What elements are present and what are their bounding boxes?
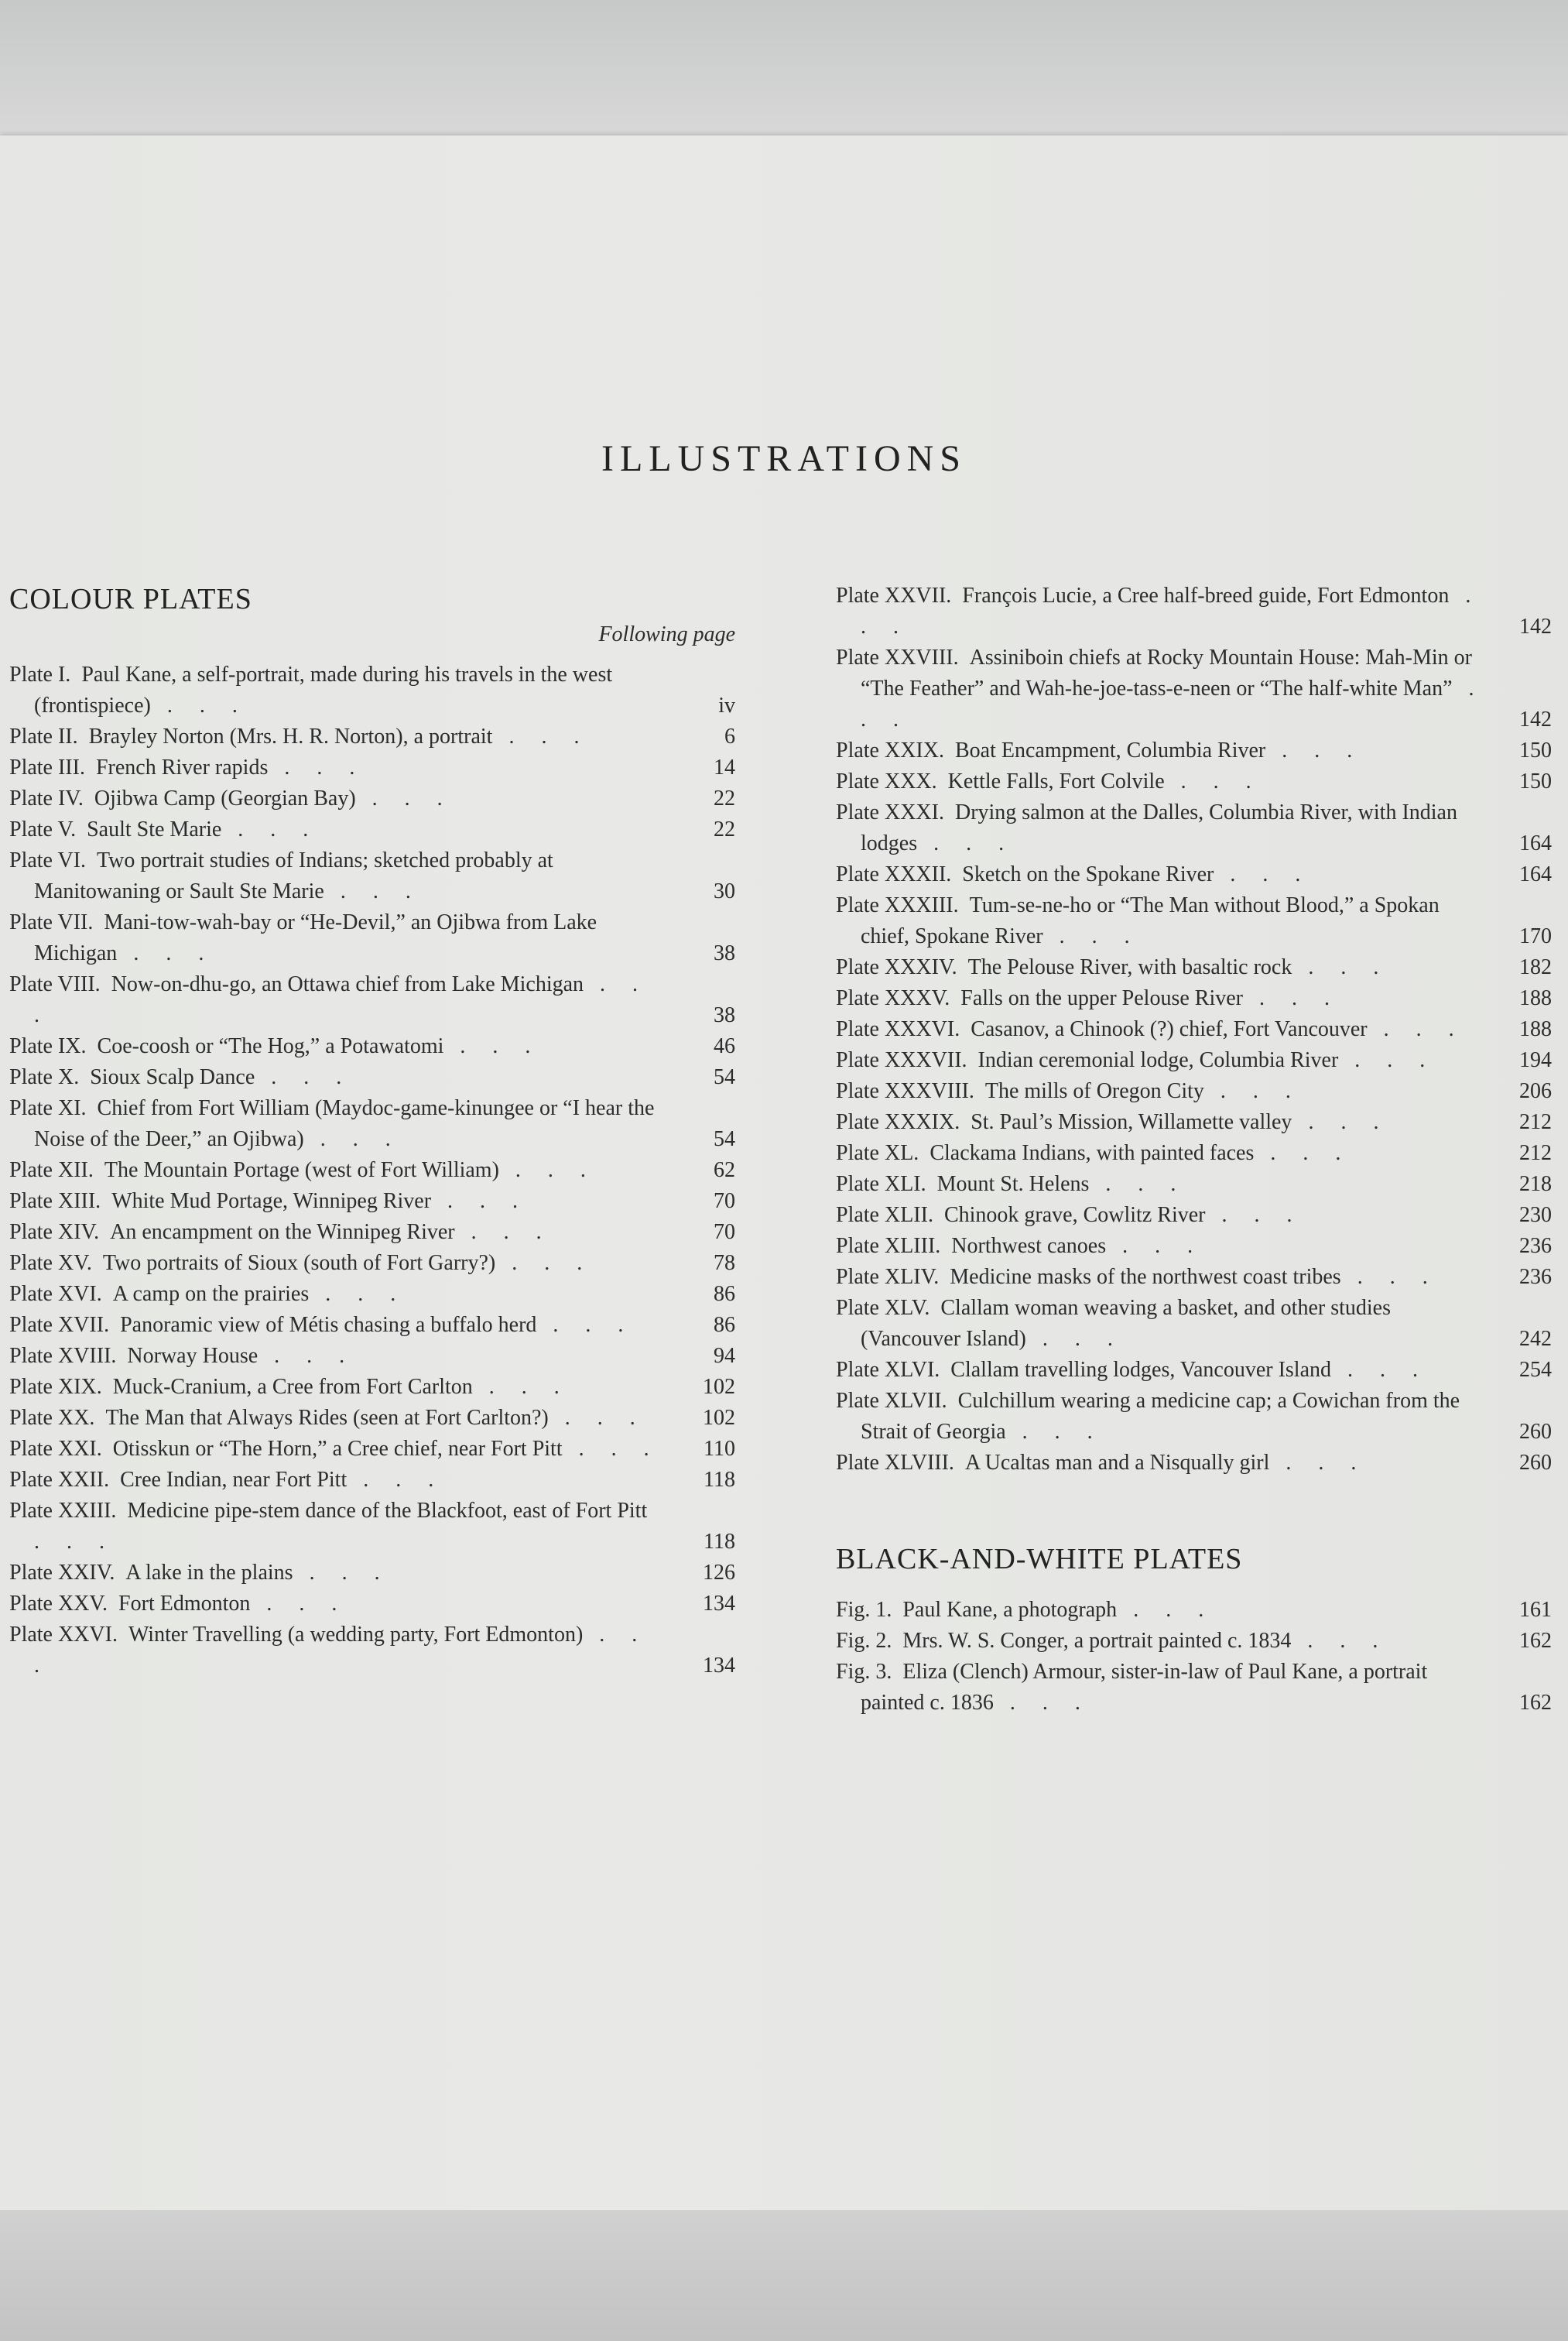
entry-label: Plate XLVI. xyxy=(836,1358,940,1382)
entry-label: Plate XL. xyxy=(836,1141,919,1165)
entry-label: Plate XXV. xyxy=(9,1592,108,1616)
entry-title: A lake in the plains xyxy=(125,1561,293,1585)
leader-dots: . . . xyxy=(993,1691,1091,1715)
entry-label: Plate XI. xyxy=(9,1096,87,1120)
entry-title: Clallam travelling lodges, Vancouver Island xyxy=(950,1358,1331,1382)
toc-entry xyxy=(836,735,1552,766)
entry-title: The Pelouse River, with basaltic rock xyxy=(967,955,1292,979)
entry-page-number: 54 xyxy=(714,1065,735,1089)
colour-plates-list-left xyxy=(9,660,735,1681)
toc-entry xyxy=(836,766,1552,797)
entry-page-number: 218 xyxy=(1519,1172,1552,1196)
entry-title: Medicine masks of the northwest coast tribes xyxy=(950,1265,1341,1289)
entry-page-number: 38 xyxy=(714,1003,735,1027)
leader-dots: . . . xyxy=(255,1065,353,1089)
leader-dots: . . . xyxy=(443,1034,542,1058)
entry-label: Plate XXXIV. xyxy=(836,955,957,979)
entry-label: Fig. 2. xyxy=(836,1629,892,1653)
toc-entry xyxy=(836,1355,1552,1386)
entry-page-number: 161 xyxy=(1519,1598,1552,1622)
entry-label: Plate XXIX. xyxy=(836,739,944,763)
entry-page-number: 78 xyxy=(714,1251,735,1275)
leader-dots: . . . xyxy=(1338,1048,1436,1072)
entry-label: Plate XXXVI. xyxy=(836,1017,960,1041)
entry-title: Norway House xyxy=(127,1344,258,1368)
entry-page-number: 30 xyxy=(714,879,735,903)
toc-entry xyxy=(9,1093,735,1155)
leader-dots: . . . xyxy=(562,1437,660,1461)
entry-title: Winter Travelling (a wedding party, Fort Edmonton) xyxy=(128,1623,584,1647)
entry-label: Plate XIV. xyxy=(9,1220,100,1244)
entry-title: Chinook grave, Cowlitz River xyxy=(943,1203,1206,1227)
entry-page-number: 188 xyxy=(1519,986,1552,1010)
entry-page-number: 164 xyxy=(1519,831,1552,855)
entry-label: Plate XLI. xyxy=(836,1172,926,1196)
leader-dots: . . . xyxy=(495,1251,594,1275)
bw-plates-title: BLACK-AND-WHITE PLATES xyxy=(836,1543,1243,1575)
leader-dots: . . . xyxy=(34,1623,649,1678)
entry-page-number: 170 xyxy=(1519,924,1552,948)
entry-title: Panoramic view of Métis chasing a buffalo herd xyxy=(120,1313,537,1337)
entry-page-number: iv xyxy=(718,694,735,718)
leader-dots: . . . xyxy=(1331,1358,1429,1382)
leader-dots: . . . xyxy=(1269,1451,1368,1475)
entry-title: Falls on the upper Pelouse River xyxy=(960,986,1243,1010)
entry-page-number: 254 xyxy=(1519,1358,1552,1382)
entry-title: Coe-coosh or “The Hog,” a Potawatomi xyxy=(97,1034,444,1058)
entry-label: Plate XVI. xyxy=(9,1282,102,1306)
entry-label: Plate XIII. xyxy=(9,1189,101,1213)
toc-entry xyxy=(9,845,735,907)
entry-label: Plate II. xyxy=(9,725,78,749)
entry-title: Two portraits of Sioux (south of Fort Garry?) xyxy=(102,1251,496,1275)
entry-page-number: 94 xyxy=(714,1344,735,1368)
leader-dots: . . . xyxy=(1292,1110,1390,1134)
toc-entry xyxy=(9,1589,735,1620)
entry-page-number: 162 xyxy=(1519,1629,1552,1653)
entry-label: Plate XXX. xyxy=(836,769,937,793)
entry-label: Plate XLV. xyxy=(836,1296,930,1320)
toc-entry xyxy=(9,1341,735,1372)
entry-label: Plate XXVI. xyxy=(9,1623,118,1647)
toc-entry xyxy=(836,983,1552,1014)
entry-title: Sketch on the Spokane River xyxy=(962,862,1214,886)
leader-dots: . . . xyxy=(258,1344,356,1368)
entry-label: Plate XIX. xyxy=(9,1375,102,1399)
toc-entry xyxy=(836,890,1552,952)
leader-dots: . . . xyxy=(303,1127,402,1151)
entry-label: Plate VI. xyxy=(9,848,87,872)
entry-page-number: 142 xyxy=(1519,708,1552,732)
entry-label: Plate X. xyxy=(9,1065,80,1089)
entry-page-number: 22 xyxy=(714,817,735,841)
entry-page-number: 194 xyxy=(1519,1048,1552,1072)
entry-page-number: 70 xyxy=(714,1189,735,1213)
entry-title: Otisskun or “The Horn,” a Cree chief, near Fort Pitt xyxy=(112,1437,563,1461)
entry-label: Plate III. xyxy=(9,756,85,780)
entry-page-number: 62 xyxy=(714,1158,735,1182)
leader-dots: . . . xyxy=(431,1189,529,1213)
entry-label: Plate XXXV. xyxy=(836,986,950,1010)
toc-entry xyxy=(836,1169,1552,1200)
entry-page-number: 102 xyxy=(703,1375,735,1399)
toc-entry xyxy=(836,1231,1552,1262)
entry-page-number: 188 xyxy=(1519,1017,1552,1041)
entry-page-number: 118 xyxy=(704,1468,735,1492)
toc-entry xyxy=(9,1248,735,1279)
entry-page-number: 118 xyxy=(704,1530,735,1554)
entry-page-number: 150 xyxy=(1519,739,1552,763)
entry-title: Eliza (Clench) Armour, sister-in-law of Paul Kane, a portrait painted c. 1836 xyxy=(861,1660,1428,1715)
entry-label: Plate XLVIII. xyxy=(836,1451,954,1475)
entry-title: White Mud Portage, Winnipeg River xyxy=(111,1189,432,1213)
leader-dots: . . . xyxy=(1243,986,1340,1010)
toc-entry xyxy=(9,1217,735,1248)
toc-entry xyxy=(836,1138,1552,1169)
entry-page-number: 230 xyxy=(1519,1203,1552,1227)
leader-dots: . . . xyxy=(1106,1234,1204,1258)
entry-title: A camp on the prairies xyxy=(112,1282,310,1306)
entry-label: Plate XXXII. xyxy=(836,862,952,886)
entry-title: Brayley Norton (Mrs. H. R. Norton), a portrait xyxy=(88,725,493,749)
toc-entry xyxy=(9,1062,735,1093)
entry-page-number: 142 xyxy=(1519,615,1552,639)
toc-entry xyxy=(836,1262,1552,1293)
entry-page-number: 70 xyxy=(714,1220,735,1244)
entry-label: Plate XLII. xyxy=(836,1203,933,1227)
entry-title: Kettle Falls, Fort Colvile xyxy=(947,769,1165,793)
toc-entry xyxy=(9,1310,735,1341)
leader-dots: . . . xyxy=(1117,1598,1215,1622)
leader-dots: . . . xyxy=(1025,1327,1124,1351)
entry-title: French River rapids xyxy=(95,756,269,780)
toc-entry xyxy=(9,752,735,783)
toc-entry xyxy=(9,1434,735,1465)
entry-label: Plate XLVII. xyxy=(836,1389,947,1413)
entry-label: Plate XXXI. xyxy=(836,800,944,824)
toc-entry xyxy=(836,1045,1552,1076)
leader-dots: . . . xyxy=(1291,1629,1389,1653)
entry-title: An encampment on the Winnipeg River xyxy=(110,1220,455,1244)
toc-entry xyxy=(836,643,1552,735)
entry-title: The mills of Oregon City xyxy=(984,1079,1204,1103)
entry-page-number: 150 xyxy=(1519,769,1552,793)
leader-dots: . . . xyxy=(34,1530,115,1554)
toc-entry xyxy=(836,1595,1552,1626)
entry-page-number: 46 xyxy=(714,1034,735,1058)
entry-label: Fig. 1. xyxy=(836,1598,892,1622)
toc-entry xyxy=(9,1372,735,1403)
entry-page-number: 14 xyxy=(714,756,735,780)
entry-label: Plate XXI. xyxy=(9,1437,102,1461)
entry-title: Two portrait studies of Indians; sketched probably at Manitowaning or Sault Ste Marie xyxy=(34,848,553,903)
entry-label: Plate XVIII. xyxy=(9,1344,117,1368)
entry-title: Paul Kane, a photograph xyxy=(902,1598,1118,1622)
entry-label: Plate IV. xyxy=(9,787,84,811)
entry-title: Now-on-dhu-go, an Ottawa chief from Lake Michigan xyxy=(111,972,584,996)
entry-page-number: 236 xyxy=(1519,1265,1552,1289)
entry-page-number: 212 xyxy=(1519,1141,1552,1165)
bw-plates-list xyxy=(836,1595,1552,1719)
leader-dots: . . . xyxy=(917,831,1015,855)
leader-dots: . . . xyxy=(268,756,366,780)
entry-page-number: 38 xyxy=(714,941,735,965)
leader-dots: . . . xyxy=(1292,955,1390,979)
entry-title: François Lucie, a Cree half-breed guide, Fort Edmonton xyxy=(962,584,1450,608)
entry-page-number: 22 xyxy=(714,787,735,811)
toc-entry xyxy=(9,1558,735,1589)
leader-dots: . . . xyxy=(536,1313,635,1337)
leader-dots: . . . xyxy=(861,584,1482,639)
entry-page-number: 86 xyxy=(714,1313,735,1337)
toc-entry xyxy=(836,1657,1552,1719)
toc-entry xyxy=(9,660,735,721)
entry-page-number: 236 xyxy=(1519,1234,1552,1258)
entry-label: Plate XXIV. xyxy=(9,1561,115,1585)
entry-title: Northwest canoes xyxy=(951,1234,1107,1258)
leader-dots: . . . xyxy=(1265,739,1364,763)
entry-page-number: 242 xyxy=(1519,1327,1552,1351)
entry-title: The Man that Always Rides (seen at Fort Carlton?) xyxy=(105,1406,549,1430)
toc-entry xyxy=(836,1626,1552,1657)
entry-title: Culchillum wearing a medicine cap; a Cowichan from the Strait of Georgia xyxy=(861,1389,1460,1444)
entry-title: Paul Kane, a self-portrait, made during his travels in the west (frontispiece) xyxy=(34,663,613,718)
entry-page-number: 134 xyxy=(703,1592,735,1616)
entry-title: Medicine pipe-stem dance of the Blackfoot, east of Fort Pitt xyxy=(127,1499,648,1523)
toc-entry xyxy=(836,859,1552,890)
entry-page-number: 102 xyxy=(703,1406,735,1430)
entry-label: Plate XII. xyxy=(9,1158,94,1182)
entry-label: Plate XXIII. xyxy=(9,1499,117,1523)
entry-title: A Ucaltas man and a Nisqually girl xyxy=(964,1451,1270,1475)
leader-dots: . . . xyxy=(1042,924,1141,948)
toc-entry xyxy=(836,1200,1552,1231)
toc-entry xyxy=(836,1107,1552,1138)
entry-label: Plate XX. xyxy=(9,1406,95,1430)
entry-page-number: 86 xyxy=(714,1282,735,1306)
leader-dots: . . . xyxy=(548,1406,646,1430)
toc-entry xyxy=(836,581,1552,643)
toc-entry xyxy=(836,797,1552,859)
leader-dots: . . . xyxy=(309,1282,407,1306)
toc-entry xyxy=(836,1293,1552,1355)
leader-dots: . . . xyxy=(117,941,215,965)
entry-title: The Mountain Portage (west of Fort William) xyxy=(104,1158,499,1182)
entry-page-number: 162 xyxy=(1519,1691,1552,1715)
background-top xyxy=(0,0,1568,135)
leader-dots: . . . xyxy=(498,1158,597,1182)
entry-label: Fig. 3. xyxy=(836,1660,892,1684)
page-heading: ILLUSTRATIONS xyxy=(601,438,967,479)
toc-entry xyxy=(9,1031,735,1062)
toc-entry xyxy=(9,1496,735,1558)
toc-entry xyxy=(836,1448,1552,1479)
leader-dots: . . . xyxy=(1089,1172,1187,1196)
leader-dots: . . . xyxy=(1340,1265,1439,1289)
toc-entry xyxy=(9,1186,735,1217)
colour-plates-title: COLOUR PLATES xyxy=(9,583,252,615)
entry-label: Plate XXVII. xyxy=(836,584,952,608)
leader-dots: . . . xyxy=(1214,862,1312,886)
entry-title: Cree Indian, near Fort Pitt xyxy=(120,1468,347,1492)
toc-entry xyxy=(9,907,735,969)
entry-label: Plate V. xyxy=(9,817,77,841)
entry-page-number: 6 xyxy=(724,725,735,749)
entry-label: Plate XXII. xyxy=(9,1468,110,1492)
entry-title: Mount St. Helens xyxy=(936,1172,1090,1196)
entry-title: Assiniboin chiefs at Rocky Mountain House: Mah-Min or “The Feather” and Wah-he-joe-tass-e-neen or “The half-white Man” xyxy=(861,646,1472,701)
background-bottom xyxy=(0,2210,1568,2341)
entry-page-number: 164 xyxy=(1519,862,1552,886)
entry-title: St. Paul’s Mission, Willamette valley xyxy=(971,1110,1292,1134)
entry-title: Drying salmon at the Dalles, Columbia River, with Indian lodges xyxy=(861,800,1457,855)
colour-plates-list-right xyxy=(836,581,1552,1479)
toc-entry xyxy=(9,721,735,752)
colour-plates-column-left xyxy=(9,581,735,1681)
entry-label: Plate XXXVIII. xyxy=(836,1079,974,1103)
leader-dots: . . . xyxy=(454,1220,553,1244)
entry-label: Plate VII. xyxy=(9,910,94,934)
entry-page-number: 182 xyxy=(1519,955,1552,979)
leader-dots: . . . xyxy=(1203,1079,1302,1103)
entry-label: Plate XXXIX. xyxy=(836,1110,960,1134)
entry-label: Plate XLIV. xyxy=(836,1265,940,1289)
toc-entry xyxy=(836,1014,1552,1045)
entry-label: Plate XLIII. xyxy=(836,1234,941,1258)
entry-title: Clallam woman weaving a basket, and other studies (Vancouver Island) xyxy=(861,1296,1391,1351)
entry-page-number: 260 xyxy=(1519,1420,1552,1444)
leader-dots: . . . xyxy=(861,677,1485,732)
leader-dots: . . . xyxy=(324,879,422,903)
leader-dots: . . . xyxy=(492,725,591,749)
entry-title: Clackama Indians, with painted faces xyxy=(930,1141,1255,1165)
entry-label: Plate XXXVII. xyxy=(836,1048,967,1072)
entry-title: Muck-Cranium, a Cree from Fort Carlton xyxy=(112,1375,473,1399)
leader-dots: . . . xyxy=(355,787,454,811)
toc-entry xyxy=(9,1279,735,1310)
leader-dots: . . . xyxy=(1205,1203,1303,1227)
leader-dots: . . . xyxy=(221,817,320,841)
entry-page-number: 54 xyxy=(714,1127,735,1151)
colour-plates-column-right xyxy=(836,581,1552,1719)
toc-entry xyxy=(9,1620,735,1681)
leader-dots: . . . xyxy=(293,1561,391,1585)
leader-dots: . . . xyxy=(150,694,248,718)
toc-entry xyxy=(9,1465,735,1496)
entry-label: Plate XXVIII. xyxy=(836,646,959,670)
entry-title: Ojibwa Camp (Georgian Bay) xyxy=(94,787,356,811)
leader-dots: . . . xyxy=(1164,769,1262,793)
entry-label: Plate IX. xyxy=(9,1034,87,1058)
toc-entry xyxy=(9,1155,735,1186)
entry-page-number: 206 xyxy=(1519,1079,1552,1103)
entry-page-number: 260 xyxy=(1519,1451,1552,1475)
leader-dots: . . . xyxy=(1005,1420,1104,1444)
toc-entry xyxy=(9,814,735,845)
following-page-label: Following page xyxy=(598,622,735,646)
toc-entry xyxy=(836,1386,1552,1448)
leader-dots: . . . xyxy=(250,1592,348,1616)
entry-page-number: 110 xyxy=(704,1437,735,1461)
toc-entry xyxy=(836,1076,1552,1107)
entry-title: Boat Encampment, Columbia River xyxy=(954,739,1266,763)
toc-entry xyxy=(9,1403,735,1434)
entry-title: Indian ceremonial lodge, Columbia River xyxy=(977,1048,1339,1072)
toc-entry xyxy=(9,969,735,1031)
entry-title: Mani-tow-wah-bay or “He-Devil,” an Ojibwa from Lake Michigan xyxy=(34,910,597,965)
entry-label: Plate I. xyxy=(9,663,71,687)
entry-title: Sioux Scalp Dance xyxy=(90,1065,255,1089)
leader-dots: . . . xyxy=(1254,1141,1352,1165)
entry-label: Plate XV. xyxy=(9,1251,92,1275)
entry-page-number: 212 xyxy=(1519,1110,1552,1134)
entry-label: Plate XXXIII. xyxy=(836,893,959,917)
toc-entry xyxy=(836,952,1552,983)
leader-dots: . . . xyxy=(472,1375,570,1399)
leader-dots: . . . xyxy=(34,972,649,1027)
entry-page-number: 126 xyxy=(703,1561,735,1585)
entry-page-number: 134 xyxy=(703,1654,735,1678)
entry-label: Plate VIII. xyxy=(9,972,101,996)
entry-title: Mrs. W. S. Conger, a portrait painted c. 1834 xyxy=(902,1629,1292,1653)
entry-title: Chief from Fort William (Maydoc-game-kinungee or “I hear the Noise of the Deer,” an Ojibwa) xyxy=(34,1096,655,1151)
entry-title: Sault Ste Marie xyxy=(87,817,222,841)
leader-dots: . . . xyxy=(347,1468,445,1492)
entry-title: Fort Edmonton xyxy=(118,1592,251,1616)
toc-entry xyxy=(9,783,735,814)
entry-title: Tum-se-ne-ho or “The Man without Blood,” a Spokan chief, Spokane River xyxy=(861,893,1440,948)
entry-label: Plate XVII. xyxy=(9,1313,110,1337)
leader-dots: . . . xyxy=(1367,1017,1465,1041)
entry-title: Casanov, a Chinook (?) chief, Fort Vancouver xyxy=(971,1017,1368,1041)
